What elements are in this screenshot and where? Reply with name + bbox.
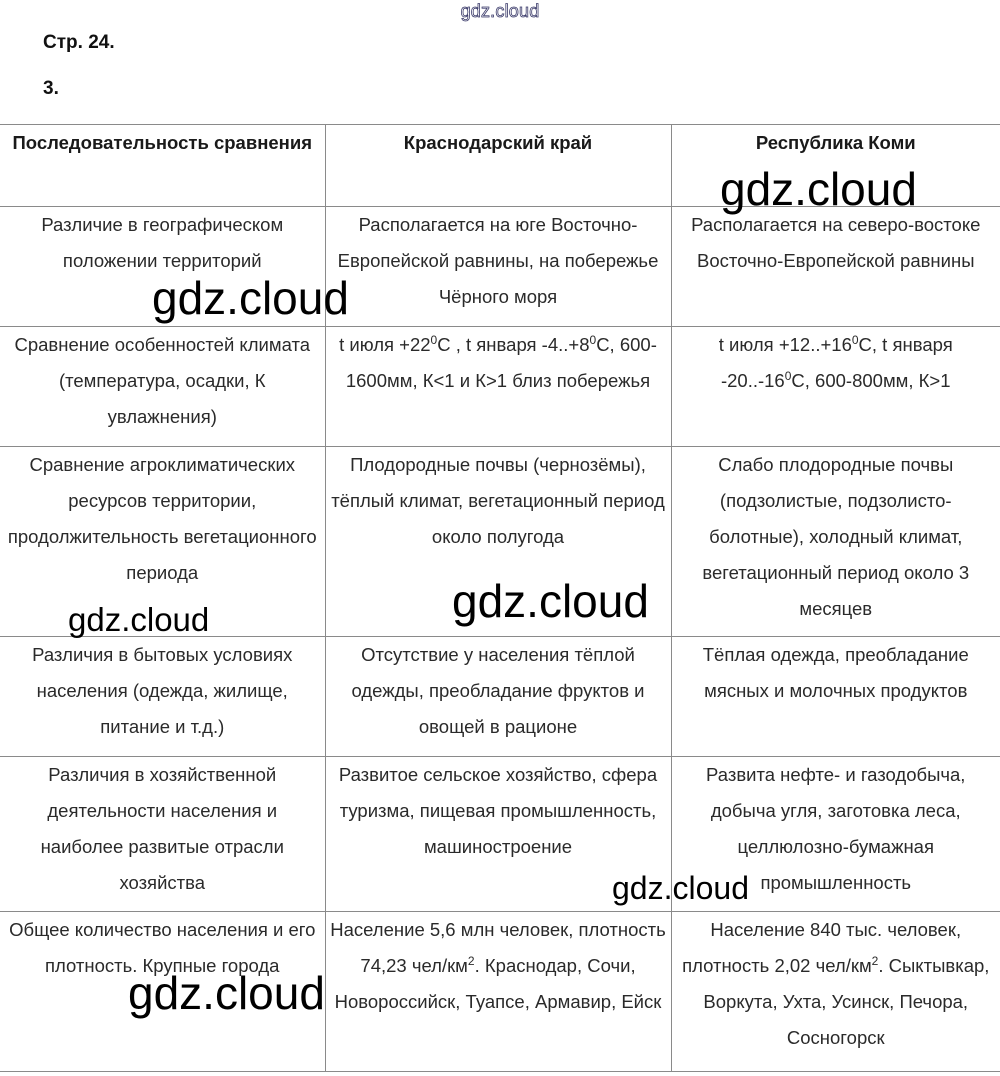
header-comparison-sequence: Последовательность сравнения	[0, 125, 325, 207]
cell-krasnodar: Плодородные почвы (чернозёмы), тёплый климат, вегетационный период около полугода	[325, 447, 671, 637]
degree-sup: 0	[851, 332, 859, 347]
watermark-top: gdz.cloud	[460, 1, 540, 21]
cell-komi: Слабо плодородные почвы (подзолистые, подзолисто-болотные), холодный климат, вегетационный период около 3 месяцев	[671, 447, 1000, 637]
table-row	[0, 327, 1000, 447]
degree-sup: 0	[589, 332, 597, 347]
watermark-logo: gdz.cloud	[68, 601, 210, 638]
task-number: 3.	[43, 78, 59, 99]
cell-criterion: Сравнение агроклиматических ресурсов территории, продолжительность вегетационного периода	[0, 447, 325, 637]
square-sup: 2	[871, 953, 879, 968]
watermark-logo: gdz.cloud	[128, 967, 325, 1019]
komi-density: плотность 2,02 чел/км	[682, 955, 872, 976]
watermark-logo: gdz.cloud	[152, 272, 349, 324]
cell-criterion: Сравнение особенностей климата (температура, осадки, К увлажнения)	[0, 327, 325, 447]
cell-criterion: Общее количество населения и его плотность. Крупные города	[0, 912, 325, 1072]
cell-komi-population	[671, 912, 1000, 1072]
krasnodar-population: Население 5,6 млн человек,	[330, 919, 574, 940]
cell-krasnodar: Располагается на юге Восточно-Европейской равнины, на побережье Чёрного моря	[325, 207, 671, 327]
header-komi: Республика Коми	[671, 125, 1000, 207]
krasnodar-t-jan: С , t января -4..+8	[437, 334, 590, 355]
krasnodar-precipitation: 600-1600мм, К<1 и К>1 близ побережья	[345, 334, 657, 391]
komi-cities: Сыктывкар, Воркута, Ухта, Усинск, Печора, Сосногорск	[703, 955, 990, 1048]
cell-criterion: Различия в хозяйственной деятельности населения и наиболее развитые отрасли хозяйства	[0, 757, 325, 912]
cell-krasnodar-climate	[325, 327, 671, 447]
krasnodar-t-july: t июля +22	[339, 334, 431, 355]
watermark-logo: gdz.cloud	[452, 575, 649, 627]
table-row	[0, 757, 1000, 912]
cell-komi: Располагается на северо-востоке Восточно-Европейской равнины	[671, 207, 1000, 327]
degree-sup: 0	[784, 368, 792, 383]
cell-komi: Развита нефте- и газодобыча, добыча угля, заготовка леса, целлюлозно-бумажная промышленность	[671, 757, 1000, 912]
komi-population: Население 840 тыс. человек,	[710, 919, 962, 940]
komi-precipitation: С, 600-800мм, К>1	[791, 370, 951, 391]
watermark-logo: gdz.cloud	[612, 870, 749, 906]
komi-t-jan: -20..-16	[720, 370, 785, 391]
header-krasnodar: Краснодарский край	[325, 125, 671, 207]
krasnodar-density: плотность 74,23 чел/км	[360, 919, 666, 976]
cell-criterion: Различия в бытовых условиях населения (одежда, жилище, питание и т.д.)	[0, 637, 325, 757]
page-reference: Стр. 24.	[43, 32, 115, 53]
komi-t-july: t июля +12..+16	[718, 334, 852, 355]
table-row	[0, 207, 1000, 327]
watermark-logo: gdz.cloud	[720, 163, 917, 215]
cell-criterion: Различие в географическом положении территорий	[0, 207, 325, 327]
cell-komi: Тёплая одежда, преобладание мясных и молочных продуктов	[671, 637, 1000, 757]
cell-krasnodar: Отсутствие у населения тёплой одежды, преобладание фруктов и овощей в рационе	[325, 637, 671, 757]
komi-t-jan-label: С, t января	[858, 334, 953, 355]
krasnodar-cities: Краснодар, Сочи, Новороссийск, Туапсе, Армавир, Ейск	[334, 955, 662, 1012]
density-period: .	[878, 955, 884, 976]
density-period: .	[474, 955, 480, 976]
table-row	[0, 637, 1000, 757]
cell-krasnodar-population	[325, 912, 671, 1072]
degree-sup: 0	[430, 332, 438, 347]
cell-komi-climate	[671, 327, 1000, 447]
krasnodar-t-jan-unit: С,	[596, 334, 615, 355]
cell-krasnodar: Развитое сельское хозяйство, сфера туризма, пищевая промышленность, машиностроение	[325, 757, 671, 912]
square-sup: 2	[467, 953, 475, 968]
